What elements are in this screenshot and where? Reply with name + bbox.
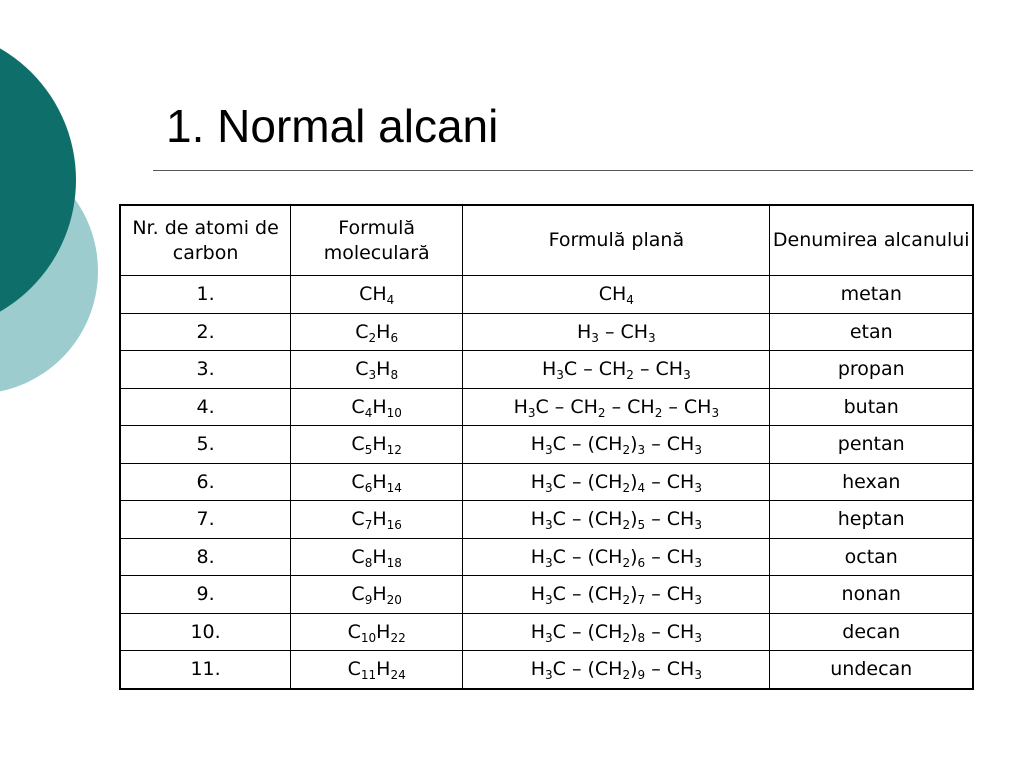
formula-subscript: 9 (364, 593, 373, 608)
table-row (120, 463, 973, 501)
formula-subscript: 10 (386, 405, 402, 420)
formula-subscript: 7 (637, 593, 646, 608)
table-row (120, 426, 973, 464)
formula-text: H (530, 620, 546, 643)
plane-formula-cell (463, 651, 770, 689)
formula-text: C (351, 433, 365, 456)
formula-subscript: 4 (637, 480, 646, 495)
formula-subscript: 2 (622, 630, 631, 645)
formula-text: H (530, 583, 546, 606)
formula-text: CH (598, 283, 627, 306)
formula-subscript: 3 (694, 630, 702, 645)
alkane-name-cell: pentan (770, 426, 973, 464)
formula-subscript: 2 (622, 593, 631, 608)
formula-subscript: 14 (386, 480, 402, 495)
formula-text: ) (630, 470, 638, 493)
plane-formula-cell (463, 613, 770, 651)
carbon-count-cell: 4. (120, 388, 291, 426)
formula-text: ) (630, 620, 638, 643)
formula-text: H (576, 320, 592, 343)
carbon-count-cell: 8. (120, 538, 291, 576)
formula-subscript: 3 (694, 555, 702, 570)
molecular-formula-cell (291, 613, 463, 651)
header-alkane-name: Denumirea alcanului (770, 205, 973, 276)
formula-subscript: 3 (545, 630, 553, 645)
plane-formula-cell (463, 388, 770, 426)
molecular-formula-cell (291, 426, 463, 464)
formula-subscript: 16 (386, 518, 402, 533)
formula-text: H (376, 620, 391, 643)
formula-text: C (355, 358, 369, 381)
formula-text: C – (CH (552, 620, 623, 643)
formula-subscript: 3 (545, 668, 553, 683)
formula-subscript: 3 (711, 405, 720, 420)
formula-subscript: 3 (545, 443, 553, 458)
formula-text: – CH (605, 395, 655, 418)
formula-subscript: 6 (637, 555, 646, 570)
formula-text: CH (359, 283, 387, 306)
formula-subscript: 6 (390, 330, 399, 345)
formula-text: C (355, 320, 369, 343)
formula-text: C – (CH (552, 658, 623, 681)
formula-subscript: 10 (360, 630, 377, 645)
formula-subscript: 3 (694, 668, 702, 683)
header-carbon-count: Nr. de atomi de carbon (120, 205, 291, 276)
formula-text: – CH (645, 658, 695, 681)
formula-subscript: 7 (364, 518, 373, 533)
alkane-name-cell: heptan (770, 501, 973, 539)
molecular-formula-cell (291, 576, 463, 614)
formula-text: C – (CH (552, 433, 623, 456)
formula-text: C – (CH (552, 508, 623, 531)
formula-text: ) (630, 508, 638, 531)
formula-subscript: 20 (386, 593, 402, 608)
formula-text: H (372, 395, 387, 418)
formula-text: C (351, 508, 365, 531)
formula-text: C – (CH (552, 470, 623, 493)
plane-formula-cell (463, 501, 770, 539)
formula-text: H (530, 470, 546, 493)
molecular-formula-cell (291, 276, 463, 314)
formula-subscript: 3 (683, 368, 691, 383)
formula-text: ) (630, 433, 638, 456)
formula-subscript: 6 (364, 480, 373, 495)
formula-text: – CH (645, 508, 695, 531)
table-header-row (120, 205, 973, 276)
formula-text: H (376, 320, 391, 343)
formula-subscript: 2 (622, 668, 631, 683)
formula-subscript: 2 (622, 480, 631, 495)
formula-text: H (372, 583, 387, 606)
table-row (120, 351, 973, 389)
alkane-name-cell: hexan (770, 463, 973, 501)
formula-text: – CH (645, 620, 695, 643)
carbon-count-cell: 10. (120, 613, 291, 651)
formula-text: H (530, 658, 546, 681)
formula-subscript: 3 (545, 518, 553, 533)
formula-subscript: 3 (694, 593, 702, 608)
molecular-formula-cell (291, 388, 463, 426)
formula-text: C (351, 583, 365, 606)
formula-subscript: 5 (364, 443, 373, 458)
carbon-count-cell: 1. (120, 276, 291, 314)
formula-text: C – CH (563, 358, 627, 381)
formula-subscript: 4 (626, 293, 634, 308)
molecular-formula-cell (291, 501, 463, 539)
formula-subscript: 3 (694, 443, 702, 458)
formula-subscript: 2 (626, 368, 634, 383)
formula-subscript: 3 (591, 330, 599, 345)
formula-subscript: 3 (545, 593, 553, 608)
plane-formula-cell (463, 351, 770, 389)
carbon-count-cell: 2. (120, 313, 291, 351)
formula-subscript: 24 (390, 668, 406, 683)
alkane-name-cell: propan (770, 351, 973, 389)
plane-formula-cell (463, 576, 770, 614)
plane-formula-cell (463, 313, 770, 351)
formula-text: H (530, 433, 546, 456)
formula-text: C (351, 545, 365, 568)
table-row (120, 613, 973, 651)
formula-text: H (372, 433, 387, 456)
molecular-formula-cell (291, 538, 463, 576)
formula-text: H (372, 508, 387, 531)
alkane-name-cell: octan (770, 538, 973, 576)
formula-subscript: 3 (545, 480, 553, 495)
formula-subscript: 8 (390, 368, 399, 383)
formula-text: – CH (645, 583, 695, 606)
formula-subscript: 11 (360, 668, 377, 683)
table-row (120, 501, 973, 539)
formula-subscript: 3 (694, 518, 702, 533)
table-row (120, 388, 973, 426)
alkane-name-cell: nonan (770, 576, 973, 614)
formula-subscript: 3 (648, 330, 656, 345)
carbon-count-cell: 7. (120, 501, 291, 539)
formula-text: H (376, 658, 391, 681)
molecular-formula-cell (291, 651, 463, 689)
formula-text: ) (630, 583, 638, 606)
header-plane-formula: Formulă plană (463, 205, 770, 276)
formula-text: C – (CH (552, 545, 623, 568)
table-row (120, 538, 973, 576)
plane-formula-cell (463, 426, 770, 464)
formula-subscript: 2 (368, 330, 377, 345)
carbon-count-cell: 6. (120, 463, 291, 501)
formula-subscript: 2 (622, 555, 631, 570)
formula-subscript: 2 (654, 405, 663, 420)
formula-subscript: 3 (694, 480, 702, 495)
formula-text: C (347, 620, 361, 643)
title-underline (153, 170, 973, 171)
formula-subscript: 22 (390, 630, 406, 645)
molecular-formula-cell (291, 313, 463, 351)
formula-text: – CH (662, 395, 712, 418)
formula-text: C (351, 395, 365, 418)
header-molecular-formula: Formulă moleculară (291, 205, 463, 276)
formula-subscript: 8 (637, 630, 646, 645)
alkane-name-cell: etan (770, 313, 973, 351)
formula-text: C (351, 470, 365, 493)
formula-text: C – CH (535, 395, 598, 418)
formula-text: ) (630, 545, 638, 568)
alkane-name-cell: decan (770, 613, 973, 651)
carbon-count-cell: 5. (120, 426, 291, 464)
alkane-name-cell: butan (770, 388, 973, 426)
plane-formula-cell (463, 538, 770, 576)
formula-text: H (530, 508, 546, 531)
formula-subscript: 3 (637, 443, 646, 458)
formula-subscript: 4 (386, 293, 395, 308)
formula-text: – CH (645, 470, 695, 493)
formula-subscript: 3 (556, 368, 564, 383)
carbon-count-cell: 9. (120, 576, 291, 614)
formula-subscript: 8 (364, 555, 373, 570)
formula-text: C (347, 658, 361, 681)
table-row (120, 313, 973, 351)
alkane-name-cell: undecan (770, 651, 973, 689)
table-row (120, 651, 973, 689)
alkanes-table (119, 204, 974, 690)
formula-text: – CH (645, 545, 695, 568)
formula-subscript: 2 (597, 405, 606, 420)
formula-subscript: 4 (364, 405, 373, 420)
formula-text: – CH (645, 433, 695, 456)
formula-subscript: 5 (637, 518, 646, 533)
formula-subscript: 2 (622, 443, 631, 458)
formula-text: H (376, 358, 391, 381)
carbon-count-cell: 3. (120, 351, 291, 389)
table-row (120, 276, 973, 314)
formula-subscript: 9 (637, 668, 646, 683)
formula-subscript: 2 (622, 518, 631, 533)
formula-text: H (372, 545, 387, 568)
formula-text: – CH (633, 358, 684, 381)
alkane-name-cell: metan (770, 276, 973, 314)
formula-subscript: 3 (368, 368, 377, 383)
formula-text: H (372, 470, 387, 493)
slide-title: 1. Normal alcani (166, 100, 499, 152)
formula-text: H (530, 545, 546, 568)
formula-subscript: 18 (386, 555, 402, 570)
table-row (120, 576, 973, 614)
plane-formula-cell (463, 463, 770, 501)
formula-text: H (541, 358, 557, 381)
carbon-count-cell: 11. (120, 651, 291, 689)
formula-subscript: 3 (545, 555, 553, 570)
formula-text: H (513, 395, 528, 418)
formula-subscript: 3 (527, 405, 536, 420)
formula-subscript: 12 (386, 443, 402, 458)
formula-text: – CH (598, 320, 649, 343)
molecular-formula-cell (291, 463, 463, 501)
plane-formula-cell (463, 276, 770, 314)
formula-text: ) (630, 658, 638, 681)
formula-text: C – (CH (552, 583, 623, 606)
molecular-formula-cell (291, 351, 463, 389)
